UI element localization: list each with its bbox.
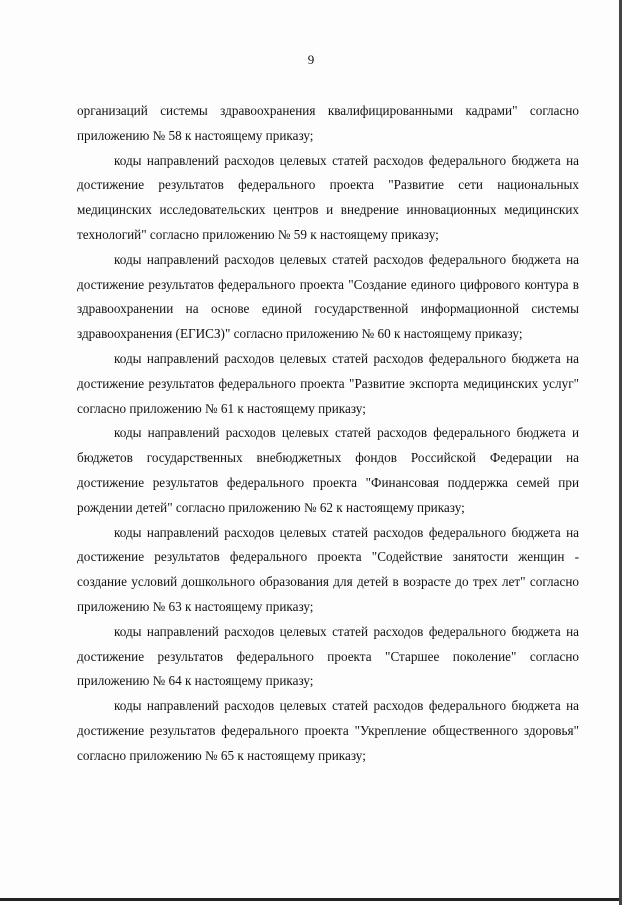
paragraph-continuation: организаций системы здравоохранения квалифицированными кадрами" согласно приложению № 58 к настоящему приказу;	[77, 103, 579, 143]
scan-edge-bottom	[0, 898, 622, 901]
paragraph-appendix-65: коды направлений расходов целевых статей расходов федерального бюджета на достижение результатов федерального проекта "Укрепление общественного здоровья" согласно приложению № 65 к настоящему приказу;	[77, 698, 579, 763]
page-number: 9	[307, 52, 315, 67]
paragraph-appendix-59: коды направлений расходов целевых статей расходов федерального бюджета на достижение результатов федерального проекта "Развитие сети национальных медицинских исследовательских центров и внедрение инновационных медицинских технологий" согласно приложению № 59 к настоящему приказу;	[77, 152, 579, 242]
paragraph-appendix-62: коды направлений расходов целевых статей расходов федерального бюджета и бюджетов государственных внебюджетных фондов Российской Федерации на достижение результатов федерального проекта "Финансовая поддержка семей при рождении детей" согласно приложению № 62 к настоящему приказу;	[77, 425, 579, 515]
paragraph-appendix-64: коды направлений расходов целевых статей расходов федерального бюджета на достижение результатов федерального проекта "Старшее поколение" согласно приложению № 64 к настоящему приказу;	[77, 623, 579, 689]
paragraph-appendix-63: коды направлений расходов целевых статей расходов федерального бюджета на достижение результатов федерального проекта "Содействие занятости женщин - создание условий дошкольного образования для детей в возрасте до трех лет" согласно приложению № 63 к настоящему приказу;	[77, 524, 579, 614]
paragraph-appendix-60: коды направлений расходов целевых статей расходов федерального бюджета на достижение результатов федерального проекта "Создание единого цифрового контура в здравоохранении на основе единой государственной информационной системы здравоохранения (ЕГИСЗ)" согласно приложению № 60 к настоящему приказу;	[77, 251, 579, 342]
document-body	[77, 99, 579, 769]
paragraph-appendix-61: коды направлений расходов целевых статей расходов федерального бюджета на достижение результатов федерального проекта "Развитие экспорта медицинских услуг" согласно приложению № 61 к настоящему приказу;	[77, 350, 579, 416]
